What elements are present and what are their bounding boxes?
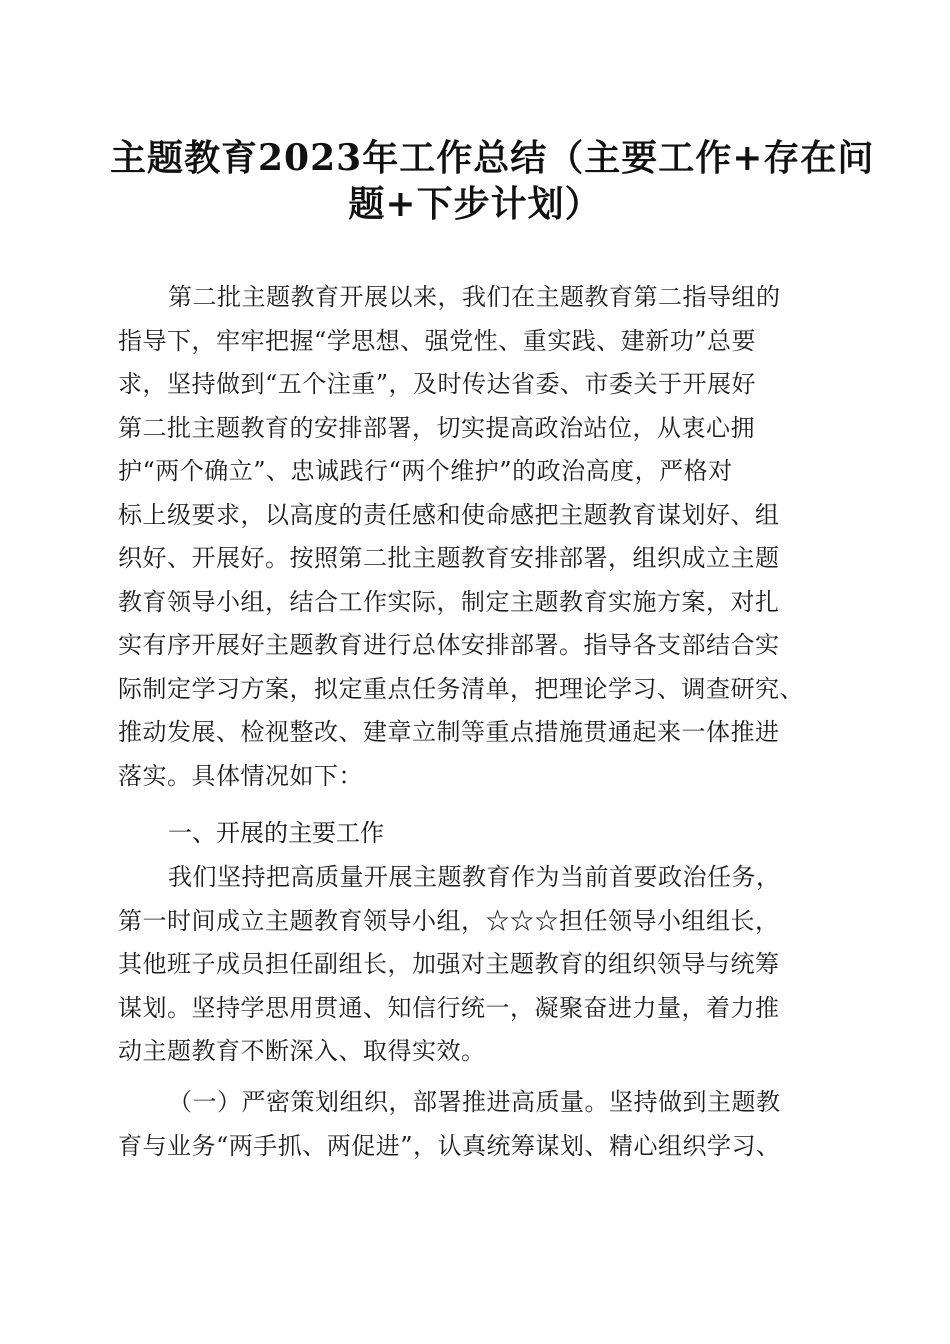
section-heading: 一、开展的主要工作 <box>168 819 384 847</box>
paragraph-line: 育与业务“两手抓、两促进”，认真统筹谋划、精心组织学习、 <box>118 1131 781 1160</box>
section1-paragraph <box>118 856 834 1074</box>
document-title <box>110 135 875 227</box>
paragraph-line: 指导下，牢牢把握“学思想、强党性、重实践、建新功”总要 <box>118 326 757 355</box>
title-line-1: 主题教育2023年工作总结（主要工作+存在问 <box>110 137 875 179</box>
paragraph-line: 实有序开展好主题教育进行总体安排部署。指导各支部结合实 <box>118 631 780 659</box>
paragraph-line: （一）严密策划组织，部署推进高质量。坚持做到主题教 <box>168 1088 781 1116</box>
paragraph-line: 推动发展、检视整改、建章立制等重点措施贯通起来一体推进 <box>118 718 780 746</box>
paragraph-line: 其他班子成员担任副组长，加强对主题教育的组织领导与统筹 <box>118 950 780 978</box>
paragraph-line: 标上级要求，以高度的责任感和使命感把主题教育谋划好、组 <box>118 500 780 529</box>
paragraph-line: 织好、开展好。按照第二批主题教育安排部署，组织成立主题 <box>118 544 780 572</box>
paragraph-line: 际制定学习方案，拟定重点任务清单，把理论学习、调查研究、 <box>118 674 804 703</box>
paragraph-line: 护“两个确立”、忠诚践行“两个维护”的政治高度，严格对 <box>118 457 733 485</box>
title-line-2: 题+下步计划） <box>348 183 602 225</box>
paragraph-line: 动主题教育不断深入、取得实效。 <box>118 1037 486 1065</box>
paragraph-line: 我们坚持把高质量开展主题教育作为当前首要政治任务， <box>168 863 781 891</box>
paragraph-line: 求，坚持做到“五个注重”，及时传达省委、市委关于开展好 <box>118 370 757 398</box>
paragraph-line: 第二批主题教育开展以来，我们在主题教育第二指导组的 <box>168 283 781 311</box>
paragraph-line: 第一时间成立主题教育领导小组，☆☆☆担任领导小组组长， <box>118 906 780 935</box>
intro-paragraph <box>118 276 834 798</box>
paragraph-line: 谋划。坚持学思用贯通、知信行统一，凝聚奋进力量，着力推 <box>118 993 780 1022</box>
paragraph-line: 落实。具体情况如下： <box>118 761 363 790</box>
paragraph-line: 教育领导小组，结合工作实际，制定主题教育实施方案，对扎 <box>118 587 780 616</box>
paragraph-line: 第二批主题教育的安排部署，切实提高政治站位，从衷心拥 <box>118 413 755 442</box>
subsection1-paragraph <box>118 1081 834 1168</box>
